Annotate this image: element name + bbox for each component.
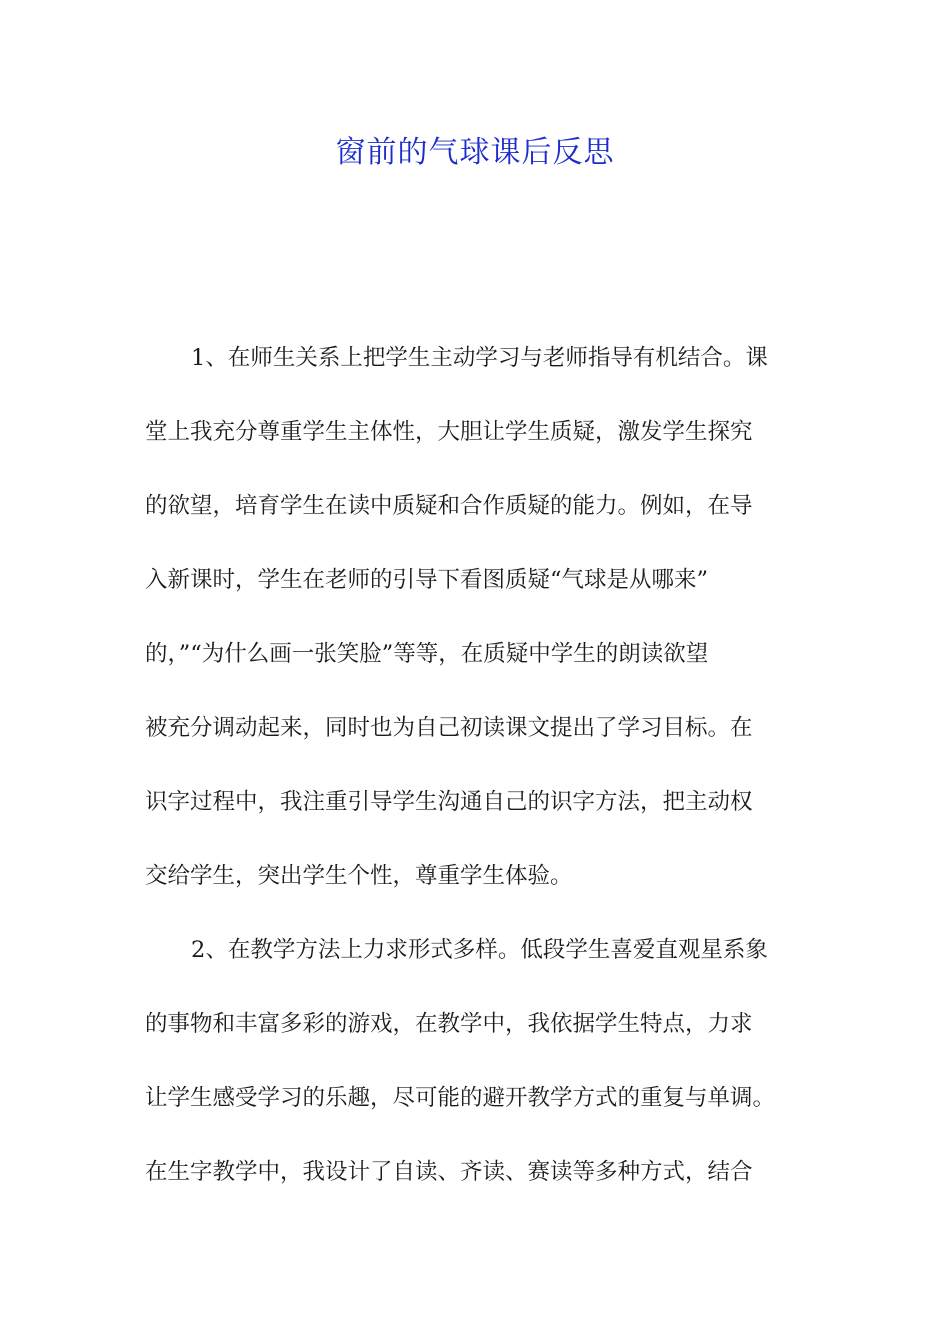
paragraph-1-line-3: 的欲望，培育学生在读中质疑和合作质疑的能力。例如，在导 xyxy=(145,493,753,519)
paragraph-2-line-1: 2、在教学方法上力求形式多样。低段学生喜爱直观星系象 xyxy=(191,937,768,963)
paragraph-2-line-4: 在生字教学中，我设计了自读、齐读、赛读等多种方式，结合 xyxy=(145,1159,753,1185)
paragraph-1-line-4: 入新课时，学生在老师的引导下看图质疑“气球是从哪来” xyxy=(145,567,709,593)
paragraph-1-line-5: 的，”“为什么画一张笑脸”等等，在质疑中学生的朗读欲望 xyxy=(145,641,709,667)
document-title: 窗前的气球课后反思 xyxy=(335,135,615,170)
paragraph-2-line-3: 让学生感受学习的乐趣，尽可能的避开教学方式的重复与单调。 xyxy=(145,1085,776,1111)
paragraph-1-line-2: 堂上我充分尊重学生主体性，大胆让学生质疑，激发学生探究 xyxy=(145,419,753,445)
paragraph-1-line-8: 交给学生，突出学生个性，尊重学生体验。 xyxy=(145,863,573,889)
document-body xyxy=(145,334,810,1222)
paragraph-1-line-7: 识字过程中，我注重引导学生沟通自己的识字方法，把主动权 xyxy=(145,789,753,815)
paragraph-1-line-1: 1、在师生关系上把学生主动学习与老师指导有机结合。课 xyxy=(191,345,768,371)
paragraph-2-line-2: 的事物和丰富多彩的游戏，在教学中，我依据学生特点，力求 xyxy=(145,1011,753,1037)
paragraph-1-line-6: 被充分调动起来，同时也为自己初读课文提出了学习目标。在 xyxy=(145,715,753,741)
